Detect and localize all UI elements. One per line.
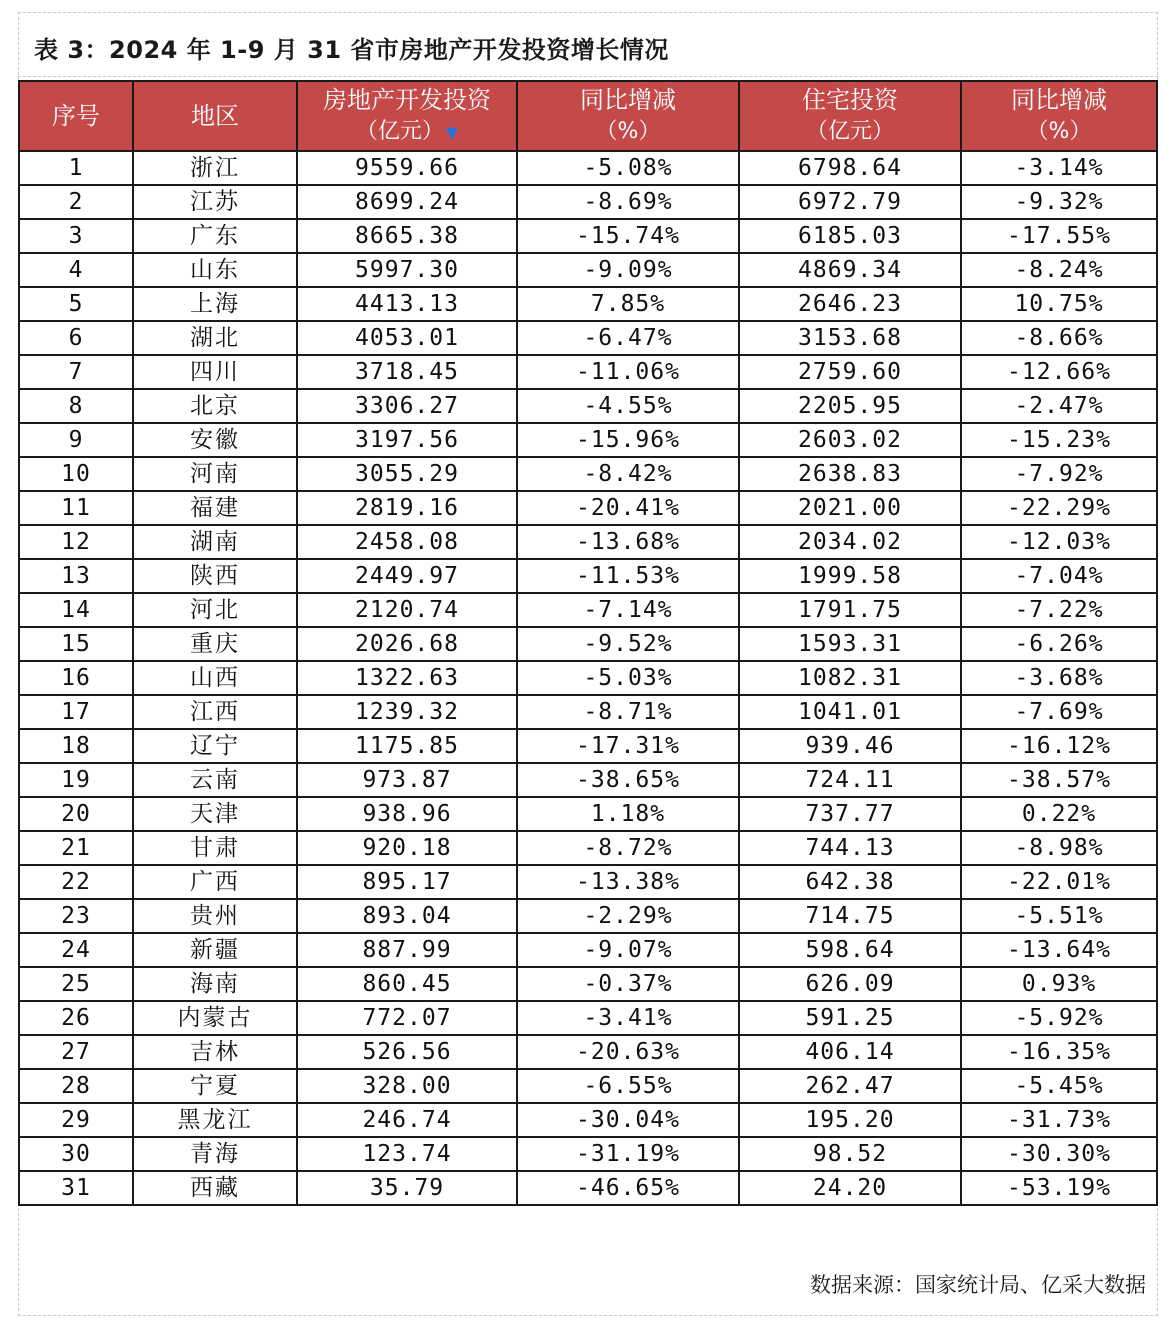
cell-residential-yoy: 10.75%: [961, 287, 1157, 321]
cell-index: 6: [19, 321, 133, 355]
table-row: [19, 1137, 1157, 1171]
cell-region: 陕西: [133, 559, 297, 593]
cell-investment-yoy: -15.74%: [517, 219, 739, 253]
cell-region: 浙江: [133, 151, 297, 185]
cell-index: 25: [19, 967, 133, 1001]
cell-residential-yoy: -7.92%: [961, 457, 1157, 491]
cell-residential-yoy: -15.23%: [961, 423, 1157, 457]
header-residential-yoy-label: 同比增减: [1011, 86, 1107, 114]
cell-index: 13: [19, 559, 133, 593]
cell-residential-yoy: -22.29%: [961, 491, 1157, 525]
header-investment-yoy-unit: （%）: [595, 119, 661, 144]
cell-residential-yoy: -13.64%: [961, 933, 1157, 967]
cell-residential-yoy: -53.19%: [961, 1171, 1157, 1205]
cell-investment-yoy: -5.03%: [517, 661, 739, 695]
cell-index: 3: [19, 219, 133, 253]
cell-residential: 1082.31: [739, 661, 961, 695]
table-row: [19, 967, 1157, 1001]
table-row: [19, 287, 1157, 321]
cell-index: 7: [19, 355, 133, 389]
cell-region: 辽宁: [133, 729, 297, 763]
cell-investment: 772.07: [297, 1001, 517, 1035]
cell-index: 30: [19, 1137, 133, 1171]
table-row: [19, 1001, 1157, 1035]
cell-region: 江苏: [133, 185, 297, 219]
cell-investment-yoy: -31.19%: [517, 1137, 739, 1171]
cell-residential: 737.77: [739, 797, 961, 831]
cell-investment: 887.99: [297, 933, 517, 967]
cell-investment-yoy: -17.31%: [517, 729, 739, 763]
cell-residential: 714.75: [739, 899, 961, 933]
cell-residential-yoy: -22.01%: [961, 865, 1157, 899]
cell-region: 宁夏: [133, 1069, 297, 1103]
cell-region: 云南: [133, 763, 297, 797]
cell-residential: 598.64: [739, 933, 961, 967]
cell-region: 河北: [133, 593, 297, 627]
cell-index: 9: [19, 423, 133, 457]
cell-index: 27: [19, 1035, 133, 1069]
cell-investment: 3055.29: [297, 457, 517, 491]
table-row: [19, 355, 1157, 389]
cell-residential-yoy: -5.51%: [961, 899, 1157, 933]
cell-investment-yoy: -13.38%: [517, 865, 739, 899]
table-row: [19, 423, 1157, 457]
cell-investment: 973.87: [297, 763, 517, 797]
cell-investment-yoy: 7.85%: [517, 287, 739, 321]
cell-investment: 3718.45: [297, 355, 517, 389]
table-row: [19, 899, 1157, 933]
cell-residential: 591.25: [739, 1001, 961, 1035]
table-row: [19, 491, 1157, 525]
title-divider: [18, 76, 1158, 77]
cell-region: 西藏: [133, 1171, 297, 1205]
cell-index: 16: [19, 661, 133, 695]
cell-region: 福建: [133, 491, 297, 525]
cell-index: 28: [19, 1069, 133, 1103]
cell-index: 24: [19, 933, 133, 967]
cell-residential: 262.47: [739, 1069, 961, 1103]
cell-investment-yoy: -8.71%: [517, 695, 739, 729]
cell-residential: 98.52: [739, 1137, 961, 1171]
cell-investment: 3197.56: [297, 423, 517, 457]
cell-investment-yoy: -20.41%: [517, 491, 739, 525]
cell-residential: 2759.60: [739, 355, 961, 389]
cell-index: 1: [19, 151, 133, 185]
header-residential-yoy-unit: （%）: [1026, 119, 1092, 144]
cell-index: 18: [19, 729, 133, 763]
cell-investment: 5997.30: [297, 253, 517, 287]
cell-region: 新疆: [133, 933, 297, 967]
cell-region: 江西: [133, 695, 297, 729]
table-row: [19, 457, 1157, 491]
investment-table: [18, 80, 1158, 1206]
cell-residential: 3153.68: [739, 321, 961, 355]
cell-residential: 1041.01: [739, 695, 961, 729]
cell-investment: 1322.63: [297, 661, 517, 695]
cell-region: 四川: [133, 355, 297, 389]
cell-investment-yoy: -3.41%: [517, 1001, 739, 1035]
cell-investment: 2449.97: [297, 559, 517, 593]
cell-investment: 246.74: [297, 1103, 517, 1137]
cell-investment: 2026.68: [297, 627, 517, 661]
cell-index: 21: [19, 831, 133, 865]
cell-residential-yoy: -6.26%: [961, 627, 1157, 661]
cell-residential-yoy: 0.22%: [961, 797, 1157, 831]
cell-index: 11: [19, 491, 133, 525]
cell-region: 广西: [133, 865, 297, 899]
cell-residential: 2034.02: [739, 525, 961, 559]
header-investment-yoy: [517, 81, 739, 151]
cell-investment-yoy: -8.69%: [517, 185, 739, 219]
table-row: [19, 525, 1157, 559]
cell-investment-yoy: 1.18%: [517, 797, 739, 831]
table-row: [19, 831, 1157, 865]
cell-index: 4: [19, 253, 133, 287]
header-investment[interactable]: [297, 81, 517, 151]
cell-investment: 35.79: [297, 1171, 517, 1205]
cell-residential-yoy: -16.12%: [961, 729, 1157, 763]
cell-residential-yoy: -12.03%: [961, 525, 1157, 559]
table-row: [19, 627, 1157, 661]
cell-investment: 4413.13: [297, 287, 517, 321]
cell-residential: 626.09: [739, 967, 961, 1001]
cell-residential: 24.20: [739, 1171, 961, 1205]
cell-region: 北京: [133, 389, 297, 423]
cell-region: 黑龙江: [133, 1103, 297, 1137]
cell-residential-yoy: -30.30%: [961, 1137, 1157, 1171]
cell-index: 5: [19, 287, 133, 321]
cell-investment: 938.96: [297, 797, 517, 831]
cell-investment: 893.04: [297, 899, 517, 933]
table-row: [19, 933, 1157, 967]
cell-investment-yoy: -46.65%: [517, 1171, 739, 1205]
table-row: [19, 321, 1157, 355]
cell-residential-yoy: -16.35%: [961, 1035, 1157, 1069]
header-row: [19, 81, 1157, 151]
cell-index: 29: [19, 1103, 133, 1137]
cell-residential: 2021.00: [739, 491, 961, 525]
table-row: [19, 1035, 1157, 1069]
cell-investment: 860.45: [297, 967, 517, 1001]
cell-residential: 406.14: [739, 1035, 961, 1069]
cell-residential: 2205.95: [739, 389, 961, 423]
cell-investment: 2819.16: [297, 491, 517, 525]
cell-residential-yoy: -7.22%: [961, 593, 1157, 627]
cell-index: 20: [19, 797, 133, 831]
cell-index: 17: [19, 695, 133, 729]
cell-investment-yoy: -9.07%: [517, 933, 739, 967]
cell-investment-yoy: -30.04%: [517, 1103, 739, 1137]
cell-index: 23: [19, 899, 133, 933]
cell-residential-yoy: -8.98%: [961, 831, 1157, 865]
cell-investment-yoy: -4.55%: [517, 389, 739, 423]
cell-investment: 1175.85: [297, 729, 517, 763]
table-row: [19, 219, 1157, 253]
cell-investment-yoy: -8.72%: [517, 831, 739, 865]
table-row: [19, 763, 1157, 797]
cell-residential-yoy: -9.32%: [961, 185, 1157, 219]
cell-investment-yoy: -9.52%: [517, 627, 739, 661]
cell-investment-yoy: -13.68%: [517, 525, 739, 559]
table-row: [19, 593, 1157, 627]
sort-down-icon[interactable]: ▼: [445, 122, 459, 142]
cell-investment-yoy: -0.37%: [517, 967, 739, 1001]
cell-residential: 2646.23: [739, 287, 961, 321]
table-row: [19, 389, 1157, 423]
cell-residential: 195.20: [739, 1103, 961, 1137]
cell-investment-yoy: -38.65%: [517, 763, 739, 797]
cell-region: 山西: [133, 661, 297, 695]
cell-index: 22: [19, 865, 133, 899]
cell-residential: 1999.58: [739, 559, 961, 593]
cell-investment: 3306.27: [297, 389, 517, 423]
cell-investment: 1239.32: [297, 695, 517, 729]
header-residential-yoy: [961, 81, 1157, 151]
cell-region: 青海: [133, 1137, 297, 1171]
table-row: [19, 1171, 1157, 1205]
cell-residential-yoy: -8.24%: [961, 253, 1157, 287]
cell-index: 12: [19, 525, 133, 559]
table-row: [19, 695, 1157, 729]
cell-residential: 2603.02: [739, 423, 961, 457]
header-region: 地区: [133, 81, 297, 151]
table-row: [19, 797, 1157, 831]
table-row: [19, 1103, 1157, 1137]
cell-index: 8: [19, 389, 133, 423]
cell-residential-yoy: -12.66%: [961, 355, 1157, 389]
cell-region: 内蒙古: [133, 1001, 297, 1035]
table-row: [19, 253, 1157, 287]
cell-residential-yoy: -8.66%: [961, 321, 1157, 355]
cell-region: 吉林: [133, 1035, 297, 1069]
cell-region: 重庆: [133, 627, 297, 661]
cell-region: 海南: [133, 967, 297, 1001]
cell-investment: 8665.38: [297, 219, 517, 253]
cell-residential-yoy: -7.04%: [961, 559, 1157, 593]
cell-investment-yoy: -15.96%: [517, 423, 739, 457]
cell-residential: 2638.83: [739, 457, 961, 491]
cell-residential-yoy: -31.73%: [961, 1103, 1157, 1137]
cell-region: 贵州: [133, 899, 297, 933]
table-row: [19, 1069, 1157, 1103]
cell-investment: 4053.01: [297, 321, 517, 355]
table-row: [19, 185, 1157, 219]
cell-investment: 328.00: [297, 1069, 517, 1103]
cell-index: 31: [19, 1171, 133, 1205]
table-row: [19, 151, 1157, 185]
cell-residential: 939.46: [739, 729, 961, 763]
cell-region: 河南: [133, 457, 297, 491]
cell-investment-yoy: -8.42%: [517, 457, 739, 491]
cell-residential: 1593.31: [739, 627, 961, 661]
cell-investment: 8699.24: [297, 185, 517, 219]
data-source: 数据来源：国家统计局、亿采大数据: [810, 1273, 1146, 1297]
cell-residential-yoy: -2.47%: [961, 389, 1157, 423]
cell-investment-yoy: -2.29%: [517, 899, 739, 933]
header-index: 序号: [19, 81, 133, 151]
table-row: [19, 729, 1157, 763]
cell-residential-yoy: -38.57%: [961, 763, 1157, 797]
cell-investment: 920.18: [297, 831, 517, 865]
cell-residential: 1791.75: [739, 593, 961, 627]
cell-investment-yoy: -11.06%: [517, 355, 739, 389]
cell-residential-yoy: -3.14%: [961, 151, 1157, 185]
table-row: [19, 865, 1157, 899]
header-investment-yoy-label: 同比增减: [580, 86, 676, 114]
cell-residential-yoy: -7.69%: [961, 695, 1157, 729]
cell-investment: 2458.08: [297, 525, 517, 559]
cell-residential-yoy: -17.55%: [961, 219, 1157, 253]
table-title: 表 3：2024 年 1-9 月 31 省市房地产开发投资增长情况: [34, 36, 669, 64]
cell-residential: 642.38: [739, 865, 961, 899]
cell-investment-yoy: -5.08%: [517, 151, 739, 185]
cell-index: 19: [19, 763, 133, 797]
cell-residential: 744.13: [739, 831, 961, 865]
cell-region: 天津: [133, 797, 297, 831]
cell-index: 10: [19, 457, 133, 491]
cell-index: 14: [19, 593, 133, 627]
cell-residential-yoy: -5.92%: [961, 1001, 1157, 1035]
cell-residential-yoy: -3.68%: [961, 661, 1157, 695]
cell-investment-yoy: -6.47%: [517, 321, 739, 355]
cell-region: 山东: [133, 253, 297, 287]
cell-index: 15: [19, 627, 133, 661]
cell-investment: 526.56: [297, 1035, 517, 1069]
header-residential-label: 住宅投资: [802, 86, 898, 114]
cell-region: 安徽: [133, 423, 297, 457]
table-row: [19, 559, 1157, 593]
cell-investment-yoy: -11.53%: [517, 559, 739, 593]
header-residential-unit: （亿元）: [805, 119, 894, 144]
cell-investment-yoy: -20.63%: [517, 1035, 739, 1069]
cell-investment-yoy: -6.55%: [517, 1069, 739, 1103]
cell-investment: 9559.66: [297, 151, 517, 185]
header-residential: [739, 81, 961, 151]
cell-index: 26: [19, 1001, 133, 1035]
cell-residential: 724.11: [739, 763, 961, 797]
cell-residential: 6972.79: [739, 185, 961, 219]
cell-region: 甘肃: [133, 831, 297, 865]
table-row: [19, 661, 1157, 695]
header-investment-unit: （亿元）: [355, 118, 444, 144]
cell-investment: 123.74: [297, 1137, 517, 1171]
cell-residential-yoy: 0.93%: [961, 967, 1157, 1001]
cell-investment: 2120.74: [297, 593, 517, 627]
cell-residential-yoy: -5.45%: [961, 1069, 1157, 1103]
cell-residential: 6798.64: [739, 151, 961, 185]
cell-investment: 895.17: [297, 865, 517, 899]
cell-region: 湖北: [133, 321, 297, 355]
cell-region: 湖南: [133, 525, 297, 559]
table-body: [19, 151, 1157, 1205]
header-investment-label: 房地产开发投资: [323, 85, 491, 114]
cell-investment-yoy: -7.14%: [517, 593, 739, 627]
cell-index: 2: [19, 185, 133, 219]
cell-residential: 4869.34: [739, 253, 961, 287]
cell-investment-yoy: -9.09%: [517, 253, 739, 287]
cell-residential: 6185.03: [739, 219, 961, 253]
cell-region: 上海: [133, 287, 297, 321]
cell-region: 广东: [133, 219, 297, 253]
